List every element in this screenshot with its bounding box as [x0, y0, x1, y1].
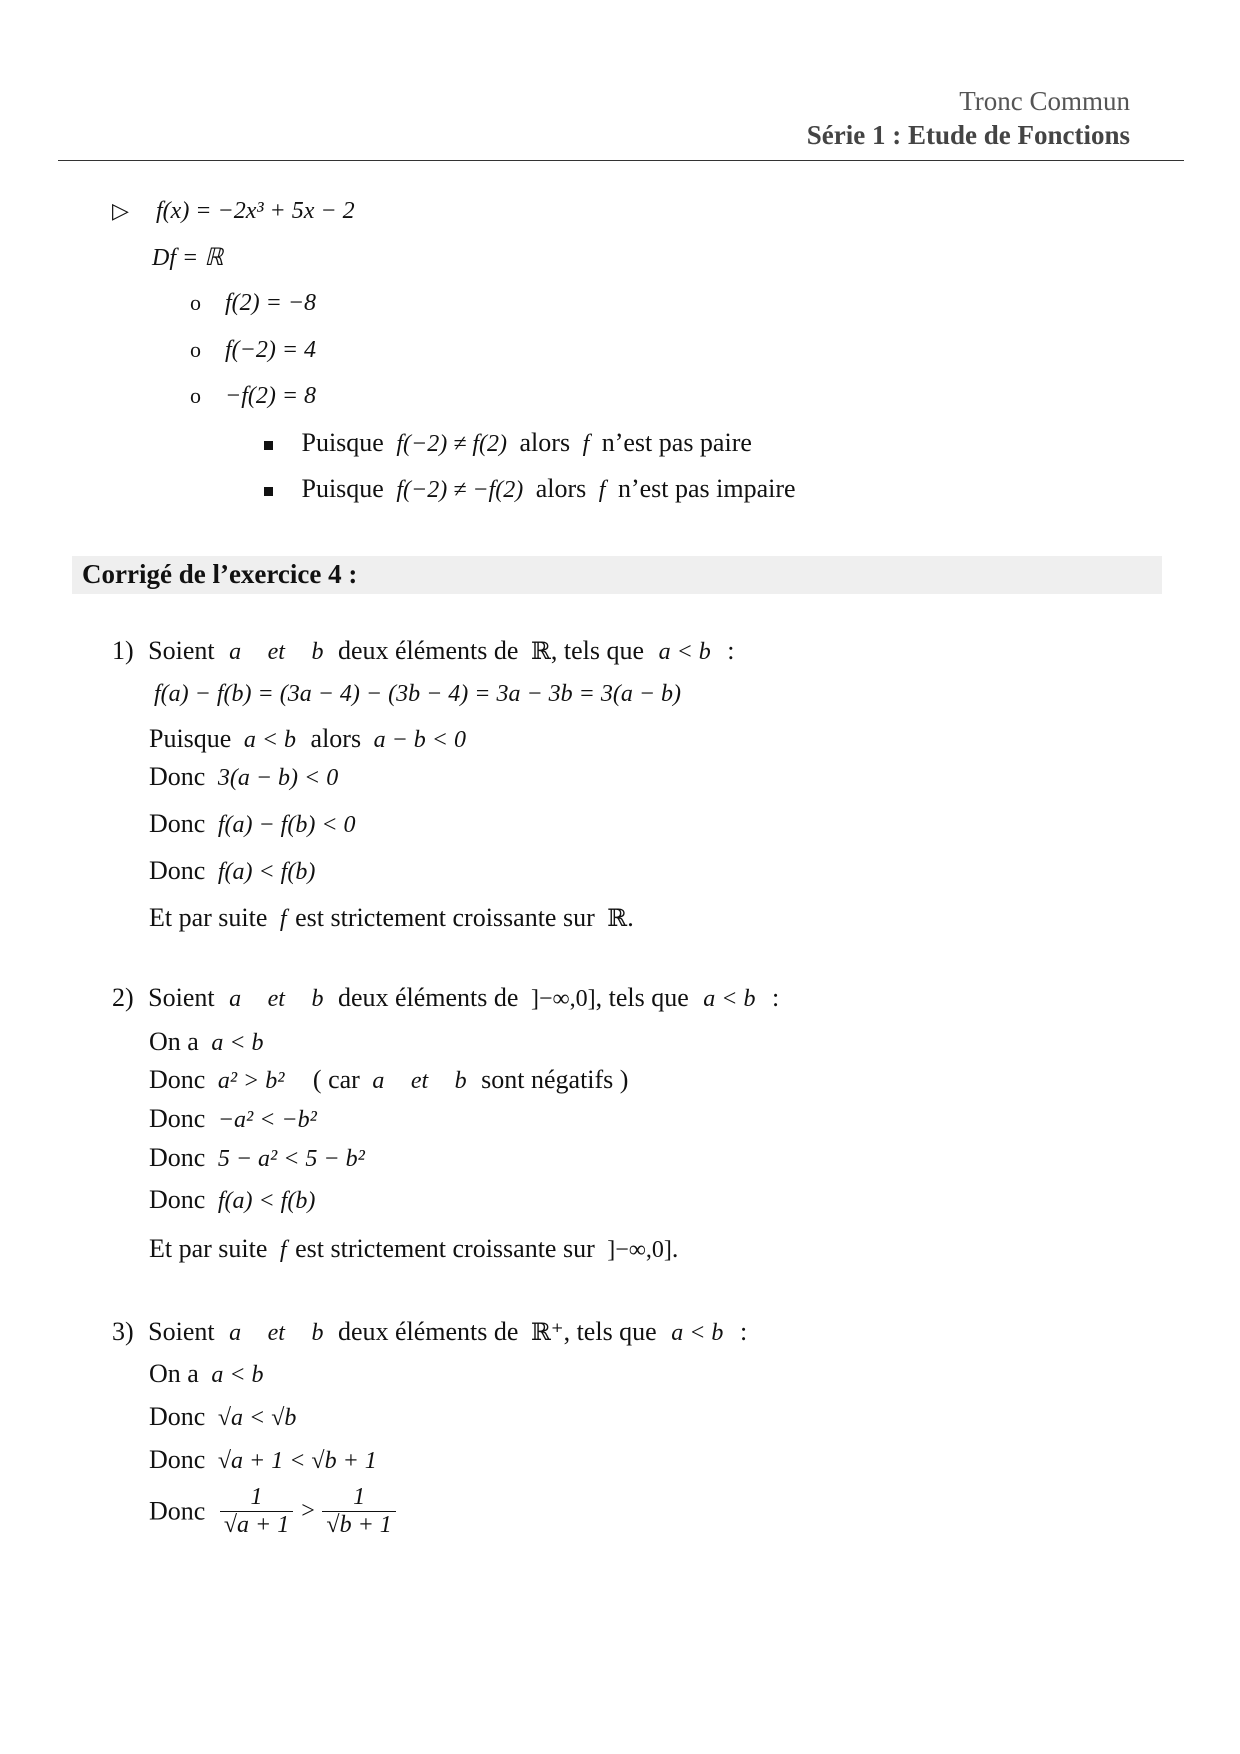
- fraction-left: $\frac{1}{√a + 1}$: [220, 1484, 293, 1539]
- section-heading: [72, 556, 1162, 594]
- function-definition: f(x) = −2x³ + 5x − 2: [156, 198, 355, 224]
- ex3-intro: 3) Soient a et b deux éléments de ℝ⁺, tels que a < b :: [112, 1317, 748, 1346]
- ex1-donc-line: Donc f(a) < f(b): [149, 856, 316, 885]
- series-title: Série 1 : Etude de Fonctions: [806, 120, 1130, 150]
- value-item: [190, 290, 316, 317]
- value-item: [190, 383, 316, 410]
- circle-bullet-icon: o: [190, 290, 201, 315]
- ex2-donc-line: Donc −a² < −b²: [149, 1104, 317, 1133]
- square-bullet-icon: [264, 441, 273, 450]
- ex3-donc-line: Donc √a + 1 < √b + 1: [149, 1445, 377, 1474]
- ex3-donc-fraction-line: Donc $\frac{1}{√a + 1}$ > $\frac{1}{√b + 1}$: [149, 1484, 396, 1539]
- ex1-computation: f(a) − f(b) = (3a − 4) − (3b − 4) = 3a − 3b = 3(a − b): [154, 681, 682, 707]
- ex3-on-a-line: On a a < b: [149, 1359, 264, 1388]
- value-expr: −f(2) = 8: [225, 383, 317, 409]
- ex2-intro: 2) Soient a et b deux éléments de ]−∞,0], tels que a < b :: [112, 983, 780, 1012]
- circle-bullet-icon: o: [190, 337, 201, 362]
- ex1-conclusion: Et par suite f est strictement croissante sur ℝ.: [149, 903, 634, 932]
- ex1-donc-line: Donc 3(a − b) < 0: [149, 762, 339, 791]
- circle-bullet-icon: o: [190, 383, 201, 408]
- triangle-bullet-icon: ▷: [112, 198, 129, 223]
- ex1-intro: 1) Soient a et b deux éléments de ℝ, tels que a < b :: [112, 636, 735, 665]
- ex2-donc-line: Donc f(a) < f(b): [149, 1185, 316, 1214]
- fraction-right: $\frac{1}{√b + 1}$: [322, 1484, 395, 1539]
- ex2-on-a-line: On a a < b: [149, 1027, 264, 1056]
- ex1-number: 1): [112, 636, 134, 665]
- course-name: Tronc Commun: [959, 86, 1130, 116]
- ex2-number: 2): [112, 983, 134, 1012]
- ex2-donc-line: Donc a² > b² ( car a et b sont négatifs ): [149, 1065, 629, 1094]
- ex3-number: 3): [112, 1317, 134, 1346]
- value-expr: f(−2) = 4: [225, 337, 317, 363]
- ex2-conclusion: Et par suite f est strictement croissante sur ]−∞,0].: [149, 1234, 679, 1263]
- conclusion-item: Puisque f(−2) ≠ −f(2) alors f n’est pas impaire: [264, 474, 796, 504]
- value-expr: f(2) = −8: [225, 290, 317, 316]
- ex1-puisque-line: Puisque a < b alors a − b < 0: [149, 724, 466, 753]
- domain-definition: Df = ℝ: [152, 245, 224, 271]
- square-bullet-icon: [264, 487, 273, 496]
- section-title: Corrigé de l’exercice 4 :: [82, 559, 358, 589]
- conclusion-item: Puisque f(−2) ≠ f(2) alors f n’est pas paire: [264, 428, 752, 458]
- header-rule: [58, 160, 1184, 161]
- value-item: [190, 337, 316, 364]
- ex2-donc-line: Donc 5 − a² < 5 − b²: [149, 1143, 365, 1172]
- ex1-donc-line: Donc f(a) − f(b) < 0: [149, 809, 356, 838]
- ex3-donc-line: Donc √a < √b: [149, 1402, 297, 1431]
